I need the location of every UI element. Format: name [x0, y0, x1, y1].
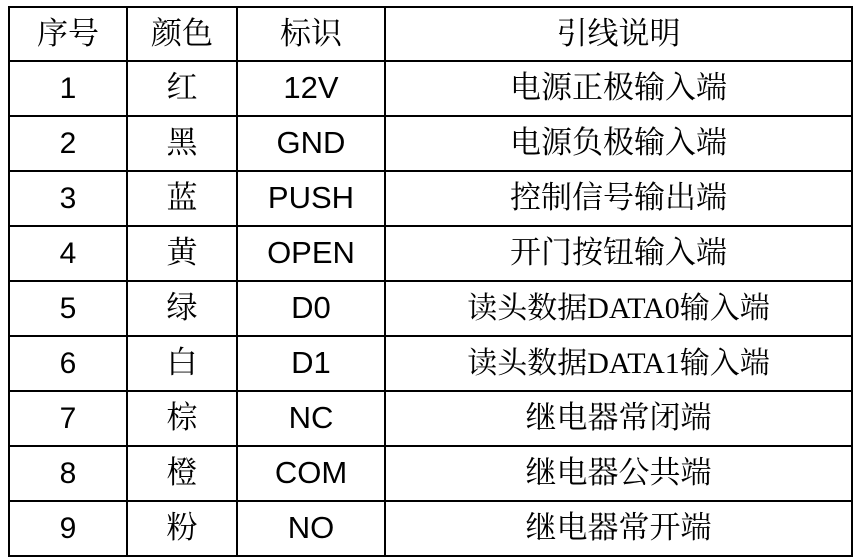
cell-index: 9	[9, 501, 127, 556]
column-header-color: 颜色	[127, 7, 237, 61]
table-row	[9, 446, 852, 501]
cell-mark: PUSH	[237, 171, 385, 226]
wiring-table	[8, 6, 853, 557]
cell-description: 读头数据DATA0输入端	[385, 281, 852, 336]
cell-description: 继电器常开端	[385, 501, 852, 556]
cell-description: 继电器常闭端	[385, 391, 852, 446]
cell-index: 8	[9, 446, 127, 501]
cell-index: 3	[9, 171, 127, 226]
cell-mark: D0	[237, 281, 385, 336]
cell-color: 绿	[127, 281, 237, 336]
cell-description: 控制信号输出端	[385, 171, 852, 226]
cell-mark: COM	[237, 446, 385, 501]
cell-mark: NO	[237, 501, 385, 556]
table-row	[9, 501, 852, 556]
cell-index: 1	[9, 61, 127, 116]
cell-mark: GND	[237, 116, 385, 171]
table-row	[9, 391, 852, 446]
cell-color: 红	[127, 61, 237, 116]
cell-mark: 12V	[237, 61, 385, 116]
cell-color: 黑	[127, 116, 237, 171]
cell-mark: NC	[237, 391, 385, 446]
cell-color: 橙	[127, 446, 237, 501]
cell-description: 电源负极输入端	[385, 116, 852, 171]
cell-description: 继电器公共端	[385, 446, 852, 501]
table-row	[9, 226, 852, 281]
cell-color: 蓝	[127, 171, 237, 226]
cell-description: 电源正极输入端	[385, 61, 852, 116]
table-row	[9, 61, 852, 116]
cell-description: 开门按钮输入端	[385, 226, 852, 281]
cell-index: 4	[9, 226, 127, 281]
cell-color: 白	[127, 336, 237, 391]
cell-description: 读头数据DATA1输入端	[385, 336, 852, 391]
table-row	[9, 171, 852, 226]
cell-index: 7	[9, 391, 127, 446]
column-header-mark: 标识	[237, 7, 385, 61]
table-header-row	[9, 7, 852, 61]
cell-color: 棕	[127, 391, 237, 446]
table-row	[9, 281, 852, 336]
cell-index: 2	[9, 116, 127, 171]
cell-mark: OPEN	[237, 226, 385, 281]
cell-color: 黄	[127, 226, 237, 281]
cell-index: 6	[9, 336, 127, 391]
column-header-description: 引线说明	[385, 7, 852, 61]
cell-index: 5	[9, 281, 127, 336]
cell-mark: D1	[237, 336, 385, 391]
table-row	[9, 336, 852, 391]
table-row	[9, 116, 852, 171]
cell-color: 粉	[127, 501, 237, 556]
column-header-index: 序号	[9, 7, 127, 61]
